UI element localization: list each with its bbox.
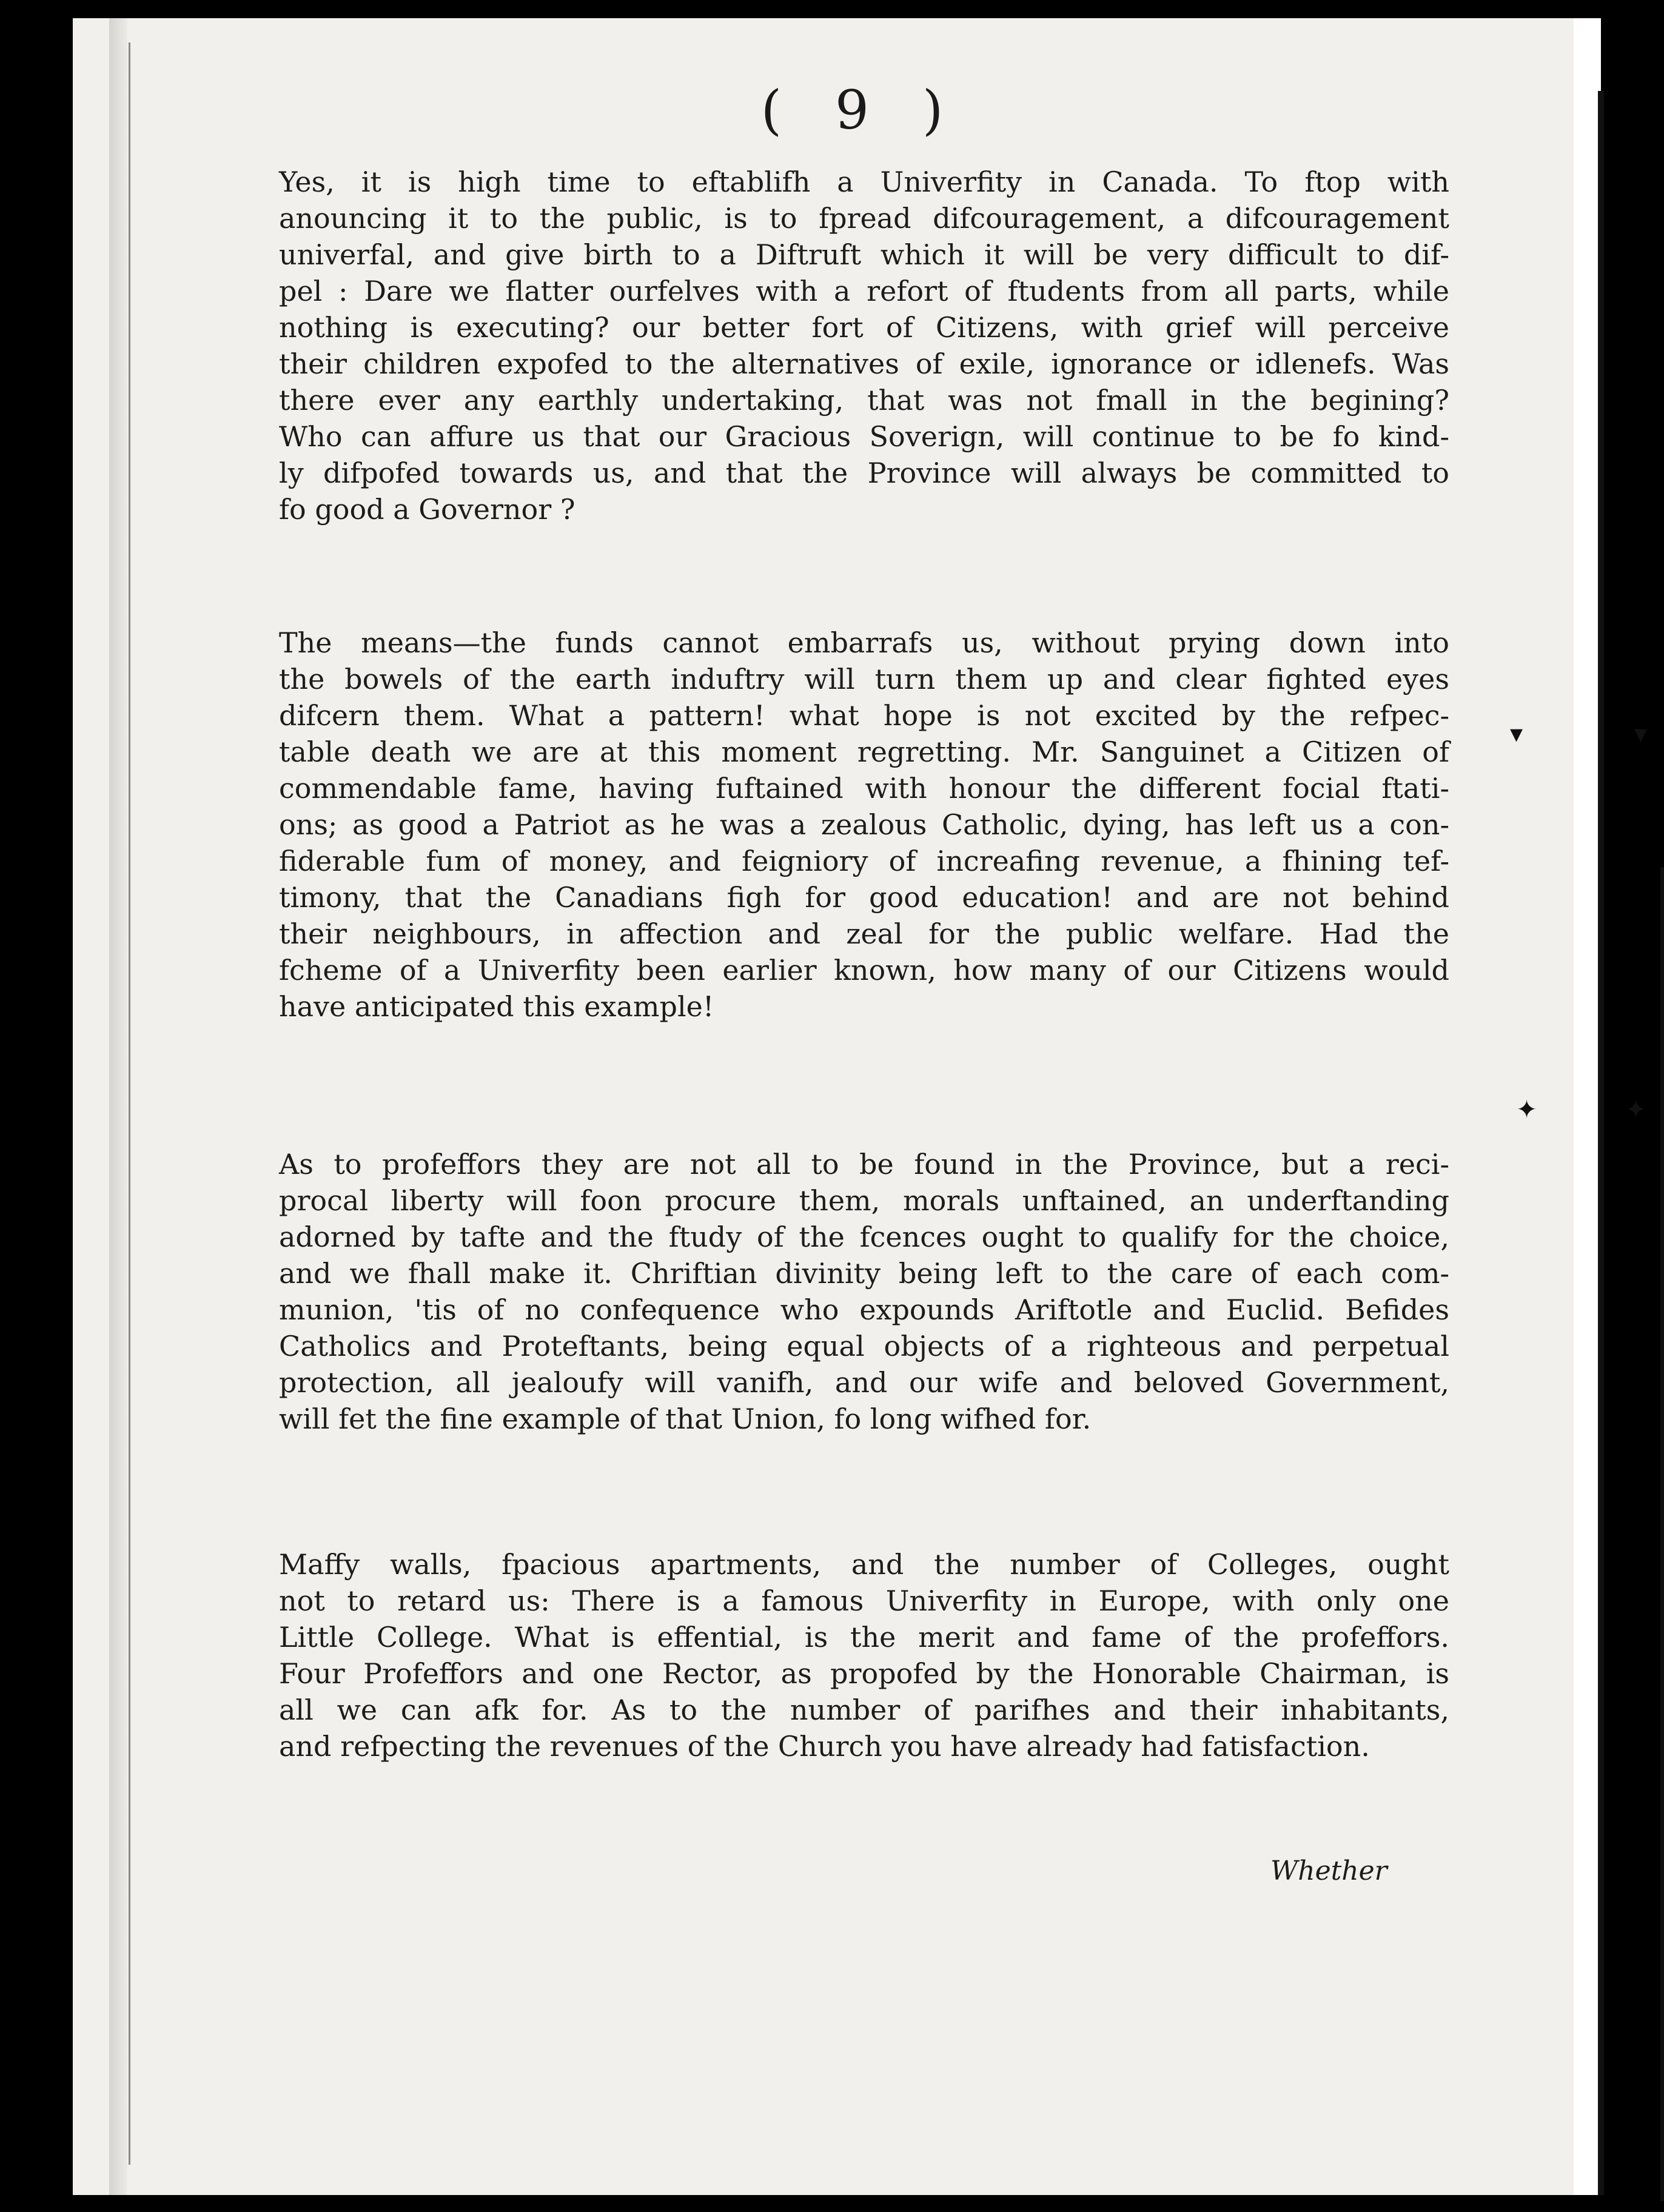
text-line: The means—the funds cannot embarrafs us, without prying down into xyxy=(279,626,1449,659)
text-line: fcheme of a Univerfity been earlier known, how many of our Citizens would xyxy=(279,954,1449,987)
text-line: their children expofed to the alternatives of exile, ignorance or idlenefs. Was xyxy=(279,347,1449,380)
text-line: Who can affure us that our Gracious Soverign, will continue to be fo kind- xyxy=(279,420,1449,453)
text-line: Four Profeffors and one Rector, as propofed by the Honorable Chairman, is xyxy=(279,1657,1449,1690)
text-line: commendable fame, having fuftained with honour the different focial ftati- xyxy=(279,772,1449,805)
text-line: will fet the fine example of that Union, fo long wifhed for. xyxy=(279,1403,1092,1435)
text-line: protection, all jealoufy will vanifh, and our wife and beloved Government, xyxy=(279,1366,1449,1399)
text-line: Yes, it is high time to eftablifh a Univerfity in Canada. To ftop with xyxy=(279,166,1449,198)
text-line: anouncing it to the public, is to fpread difcouragement, a difcouragement xyxy=(279,202,1449,235)
text-line: fiderable fum of money, and feigniory of increafing revenue, a fhining tef- xyxy=(279,845,1449,877)
paragraph-1 xyxy=(279,164,1449,528)
page-number: ( 9 ) xyxy=(760,79,962,141)
text-line: ly difpofed towards us, and that the Province will always be committed to xyxy=(279,457,1449,489)
text-line: ons; as good a Patriot as he was a zealous Catholic, dying, has left us a con- xyxy=(279,808,1449,841)
text-line: Catholics and Proteftants, being equal objects of a righteous and perpetual xyxy=(279,1330,1449,1362)
text-line: there ever any earthly undertaking, that was not fmall in the begining? xyxy=(279,384,1449,417)
text-line: Maffy walls, fpacious apartments, and the number of Colleges, ought xyxy=(279,1548,1449,1581)
text-line: Little College. What is effential, is the merit and fame of the profeffors. xyxy=(279,1621,1449,1654)
text-line: timony, that the Canadians figh for good education! and are not behind xyxy=(279,881,1449,914)
text-line: fo good a Governor ? xyxy=(279,493,575,526)
text-line: and refpecting the revenues of the Church you have already had fatisfaction. xyxy=(279,1730,1370,1763)
binding-gutter xyxy=(1574,18,1601,2195)
binding-thread xyxy=(1598,91,1604,2195)
text-line: not to retard us: There is a famous Univerfity in Europe, with only one xyxy=(279,1584,1449,1617)
text-line: As to profeffors they are not all to be found in the Province, but a reci- xyxy=(279,1148,1449,1181)
paragraph-2 xyxy=(279,625,1449,1025)
binding-thread-outer xyxy=(1660,867,1664,2201)
paragraph-3 xyxy=(279,1146,1449,1437)
text-line: table death we are at this moment regretting. Mr. Sanguinet a Citizen of xyxy=(279,736,1449,768)
page-fold-line xyxy=(129,42,130,2165)
text-line: pel : Dare we flatter ourfelves with a refort of ftudents from all parts, while xyxy=(279,275,1449,307)
catchword: Whether xyxy=(1270,1855,1387,1886)
stitch-mark-icon: ▾ xyxy=(1510,719,1523,748)
text-line: procal liberty will foon procure them, morals unftained, an underftanding xyxy=(279,1184,1449,1217)
document-page xyxy=(73,18,1648,2195)
text-line: the bowels of the earth induftry will turn them up and clear fighted eyes xyxy=(279,663,1449,695)
stitch-mark-icon: ✦ xyxy=(1516,1094,1538,1124)
text-line: have anticipated this example! xyxy=(279,990,714,1023)
text-line: their neighbours, in affection and zeal for the public welfare. Had the xyxy=(279,917,1449,950)
text-line: nothing is executing? our better fort of Citizens, with grief will perceive xyxy=(279,311,1449,344)
text-line: univerfal, and give birth to a Diftruft which it will be very difficult to dif- xyxy=(279,238,1449,271)
stitch-mark-icon: ✦ xyxy=(1625,1094,1647,1124)
stitch-mark-icon: ▾ xyxy=(1634,719,1648,748)
page-edge-shadow xyxy=(109,18,127,2195)
text-line: munion, 'tis of no confequence who expounds Ariftotle and Euclid. Befides xyxy=(279,1293,1449,1326)
paragraph-4 xyxy=(279,1546,1449,1765)
text-line: all we can afk for. As to the number of parifhes and their inhabitants, xyxy=(279,1694,1449,1726)
text-line: adorned by tafte and the ftudy of the fcences ought to qualify for the choice, xyxy=(279,1221,1449,1253)
text-line: and we fhall make it. Chriftian divinity being left to the care of each com- xyxy=(279,1257,1449,1290)
text-line: difcern them. What a pattern! what hope is not excited by the refpec- xyxy=(279,699,1449,732)
